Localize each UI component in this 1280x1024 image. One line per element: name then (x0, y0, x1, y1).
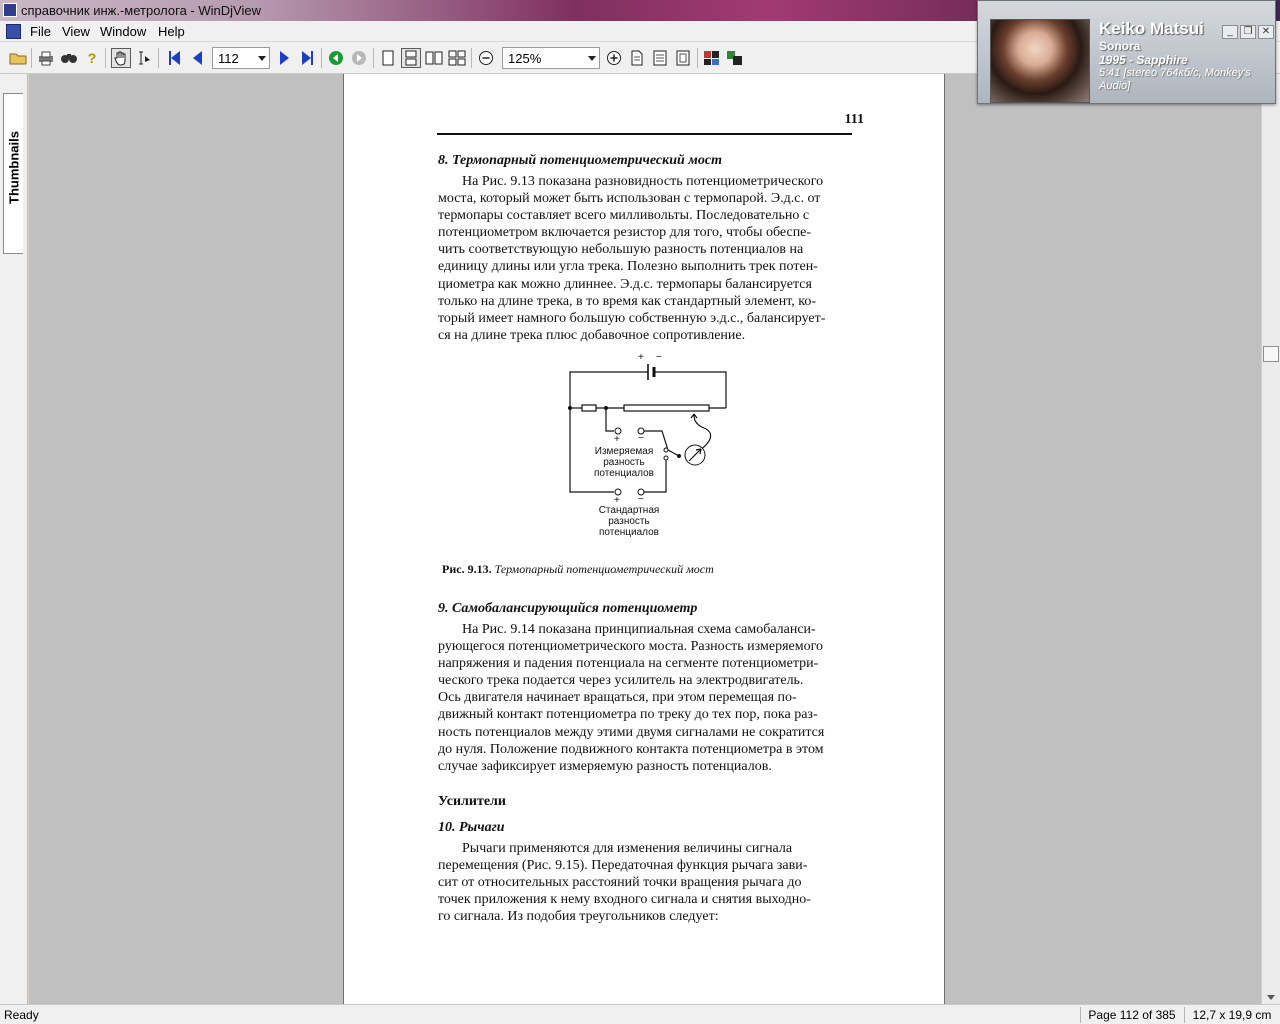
single-page-icon[interactable] (378, 48, 398, 68)
previous-page-icon[interactable] (187, 48, 207, 68)
document-view[interactable] (29, 74, 1261, 1004)
toolbar-separator (31, 48, 32, 68)
thumbnails-tab[interactable] (3, 93, 23, 254)
text-line: На Рис. 9.14 показана принципиальная схема самобаланси- (462, 622, 816, 637)
toolbar-separator (321, 48, 322, 68)
status-separator (1080, 1007, 1081, 1023)
toolbar-separator (373, 48, 374, 68)
text-line: На Рис. 9.13 показана разновидность потенциометрического (462, 174, 824, 189)
amplifiers-heading: Усилители (438, 794, 506, 809)
text-line: Ось двигателя начинает вращаться, при этом перемещая по- (438, 690, 797, 706)
status-page: Page 112 of 385 (1088, 1008, 1176, 1022)
minimize-icon[interactable]: _ (1222, 25, 1238, 39)
text-line: сит от относительных расстояний точки вращения рычага до (438, 875, 802, 891)
section10-heading: 10. Рычаги (438, 820, 505, 835)
page-number: 111 (844, 112, 864, 127)
text-line: торый имеет намного большую собственную э.д.с., балансирует- (438, 310, 826, 326)
now-playing-widget (977, 0, 1276, 104)
header-rule (437, 133, 852, 135)
fit-page-icon[interactable] (627, 48, 647, 68)
toolbar-separator (158, 48, 159, 68)
window-title: справочник инж.-метролога - WinDjView (21, 3, 261, 18)
section9-heading: 9. Самобалансирующийся потенциометр (438, 601, 698, 616)
text-line: ность потенциалов между этими двумя сигналами не сократится (438, 724, 825, 740)
toolbar-separator (471, 48, 472, 68)
status-bar (0, 1004, 1280, 1024)
caption-text: Термопарный потенциометрический мост (494, 562, 714, 576)
text-line: только на длине трека, в то время как стандартный элемент, ко- (438, 293, 817, 309)
print-icon[interactable] (36, 48, 56, 68)
thumbnails-tab-label: Thumbnails (6, 131, 22, 204)
display-mode-color-icon[interactable] (702, 48, 722, 68)
section10-paragraph (438, 840, 852, 925)
menu-view[interactable]: View (62, 24, 90, 39)
restore-icon[interactable]: ❐ (1240, 25, 1256, 39)
standard-difference-label: Стандартная разность потенциалов (598, 505, 660, 538)
album-cover (990, 19, 1090, 103)
menu-window[interactable]: Window (100, 24, 147, 39)
document-page (343, 74, 945, 1004)
text-line: моста, который может быть использован с термопарой. Э.д.с. от (438, 191, 821, 207)
last-page-icon[interactable] (297, 48, 317, 68)
toolbar-separator (697, 48, 698, 68)
back-icon[interactable] (326, 48, 346, 68)
menu-file[interactable]: File (30, 24, 51, 39)
text-line: циометра как можно длиннее. Э.д.с. термопары балансируется (438, 276, 812, 292)
forward-icon[interactable] (349, 48, 369, 68)
find-icon[interactable] (59, 48, 79, 68)
text-line: напряжения и падения потенциала на сегменте потенциометри- (438, 656, 819, 672)
track-year-title: 1995 - Sapphire (1099, 53, 1188, 67)
section8-paragraph (438, 173, 852, 344)
chevron-down-icon (588, 56, 596, 61)
figure-9-13 (544, 354, 734, 544)
text-line: термопары составляет всего милливольты. Последовательно с (438, 208, 810, 224)
scroll-down-icon[interactable] (1267, 995, 1275, 1000)
track-album: Sonora (1099, 39, 1141, 53)
page-number-combo[interactable] (212, 47, 270, 69)
text-line: ся на длине трека плюс добавочное сопротивление. (438, 327, 746, 343)
battery-minus-label: − (656, 352, 662, 363)
track-artist: Keiko Matsui (1099, 19, 1204, 38)
continuous-facing-icon[interactable] (447, 48, 467, 68)
document-icon[interactable] (6, 24, 21, 39)
text-line: случае зафиксирует измеряемую разность потенциалов. (438, 758, 772, 774)
chevron-down-icon (258, 56, 266, 61)
text-line: потенциометром включается резистор для того, чтобы обеспе- (438, 225, 812, 241)
zoom-in-icon[interactable] (604, 48, 624, 68)
actual-size-icon[interactable] (673, 48, 693, 68)
text-line: единицу длины или угла трека. Полезно выполнить трек потен- (438, 259, 818, 275)
text-line: ческого трека подается через усилитель на электродвигатель. (438, 673, 804, 689)
menu-help[interactable]: Help (158, 24, 185, 39)
scrollbar-thumb[interactable] (1263, 346, 1279, 362)
continuous-layout-icon[interactable] (401, 48, 421, 68)
text-line: движный контакт потенциометра по треку до тех пор, пока раз- (438, 707, 818, 723)
caption-label: Рис. 9.13. (442, 562, 492, 576)
battery-plus-label: + (638, 352, 644, 363)
measured-plus-label: + (614, 434, 620, 445)
text-line: точек приложения к нему входного сигнала и снятия выходно- (438, 892, 811, 908)
measured-minus-label: − (638, 433, 644, 444)
text-line: Рычаги применяются для изменения величины сигнала (462, 841, 793, 856)
text-line: рующегося потенциометрического моста. Разность измеряемого (438, 639, 823, 655)
toolbar-separator (105, 48, 106, 68)
app-icon (3, 3, 17, 17)
status-ready: Ready (4, 1008, 39, 1022)
standard-minus-label: − (638, 494, 644, 505)
figure-caption (442, 562, 714, 577)
text-line: перемещения (Рис. 9.15). Передаточная функция рычага зави- (438, 858, 808, 874)
next-page-icon[interactable] (274, 48, 294, 68)
select-tool-icon[interactable] (134, 48, 154, 68)
measured-difference-label: Измеряемая разность потенциалов (593, 446, 654, 479)
hand-tool-icon[interactable] (111, 48, 131, 68)
first-page-icon[interactable] (164, 48, 184, 68)
help-icon[interactable]: ? (87, 50, 97, 66)
standard-plus-label: + (614, 495, 620, 506)
vertical-scrollbar[interactable] (1261, 74, 1280, 1004)
display-mode-layers-icon[interactable] (725, 48, 745, 68)
section8-heading: 8. Термопарный потенциометрический мост (438, 153, 722, 168)
fit-width-icon[interactable] (650, 48, 670, 68)
section9-paragraph (438, 621, 852, 775)
zoom-value: 125% (508, 51, 542, 66)
sidebar (0, 74, 28, 1004)
status-separator (1184, 1007, 1185, 1023)
text-line: чить соответствующую небольшую разность потенциалов на (438, 242, 804, 258)
page-number-value: 112 (218, 51, 239, 66)
text-line: го сигнала. Из подобия треугольников следует: (438, 909, 719, 925)
facing-pages-icon[interactable] (424, 48, 444, 68)
status-page-size: 12,7 x 19,9 cm (1192, 1008, 1272, 1022)
text-line: до нуля. Положение подвижного контакта потенциометра в этом (438, 741, 824, 757)
zoom-combo[interactable] (502, 47, 600, 69)
close-icon[interactable]: ✕ (1258, 25, 1274, 39)
open-folder-icon[interactable] (8, 48, 28, 68)
track-info: 5:41 [stereo 764кб/с, Monkey's Audio] (1099, 67, 1251, 92)
zoom-out-icon[interactable] (476, 48, 496, 68)
